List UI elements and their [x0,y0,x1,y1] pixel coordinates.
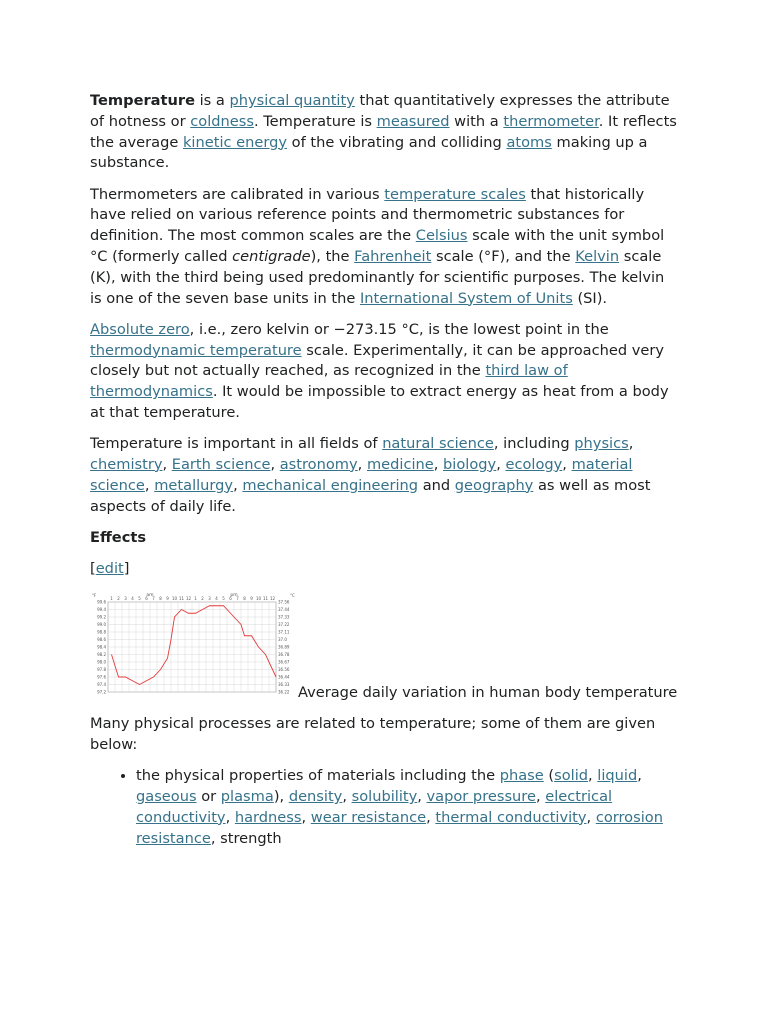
link-phase[interactable]: phase [499,767,544,785]
text: , [535,788,546,806]
text: (SI). [572,289,608,307]
link-earth-science[interactable]: Earth science [171,455,271,473]
link-gaseous[interactable]: gaseous [136,788,197,806]
link-corrosion-resistance[interactable]: corrosion resistance [136,808,663,847]
chart-y-tick-right: 37.0 [278,637,287,643]
text: ), the [310,247,355,265]
chart-hour-label: 12 [269,596,276,602]
bold-term: Temperature [90,92,195,109]
link-measured[interactable]: measured [376,112,450,130]
text: , [562,455,572,473]
chart-y-tick-left: 99.2 [97,614,106,620]
chart-y-tick-right: 36.44 [278,674,290,680]
link-si[interactable]: International System of Units [359,289,573,307]
chart-y-tick-right: 36.56 [278,667,290,673]
link-ecology[interactable]: ecology [505,455,563,473]
text: of the vibrating and colliding [287,133,507,151]
link-biology[interactable]: biology [443,455,497,473]
chart-y-tick-left: 98.8 [97,629,106,635]
chart-hour-label: 7 [152,596,155,602]
chart-y-tick-left: 97.4 [97,682,106,688]
chart-y-tick-left: 98.2 [97,652,106,658]
chart-y-tick-right: 37.44 [278,607,290,613]
chart-y-tick-right: 37.22 [278,622,290,628]
edit-section [90,559,680,580]
chart-hour-label: 6 [145,596,148,602]
text: Temperature is important in all fields of [90,435,383,453]
bracket: [ [90,559,96,577]
figure [90,590,680,704]
link-coldness[interactable]: coldness [190,112,254,130]
intro-paragraph [90,91,680,174]
chart-hour-label: 5 [222,596,225,602]
link-absolute-zero[interactable]: Absolute zero [90,320,190,338]
text: . It would be impossible to extract energy as heat from a body at that temperature. [90,383,669,421]
link-vapor-pressure[interactable]: vapor pressure [426,788,536,806]
temperature-chart[interactable] [90,590,298,697]
text: the physical properties of materials including the [136,767,500,785]
link-third-law[interactable]: third law of thermodynamics [90,362,568,401]
text: Thermometers are calibrated in various [90,185,385,203]
chart-hour-label: 10 [255,596,262,602]
link-thermal-conductivity[interactable]: thermal conductivity [435,808,587,826]
chart-hour-label: 12 [185,596,192,602]
link-wear-resistance[interactable]: wear resistance [310,808,427,826]
chart-y-tick-left: 98.0 [97,659,106,665]
chart-period-label: pm [230,593,238,599]
chart-y-tick-right: 36.89 [278,644,290,650]
link-physics[interactable]: physics [574,435,629,453]
link-geography[interactable]: geography [454,476,534,494]
link-liquid[interactable]: liquid [597,767,638,785]
text: , [417,788,427,806]
link-kinetic-energy[interactable]: kinetic energy [182,133,288,151]
chart-y-tick-right: 36.78 [278,652,290,658]
text: scale. Experimentally, it can be approached very closely but not actually reached, as recognized in the [90,341,664,380]
text: , [301,808,311,826]
text: , [342,788,352,806]
text: , [637,767,642,785]
bracket: ] [123,559,130,577]
link-medicine[interactable]: medicine [366,455,434,473]
link-fahrenheit[interactable]: Fahrenheit [354,247,432,265]
link-atoms[interactable]: atoms [506,133,552,151]
italic-term: centigrade [232,247,311,265]
chart-y-tick-right: 37.33 [278,614,290,620]
text: scale (°F), and the [431,247,576,265]
text: that quantitatively expresses the attribute of hotness or [90,92,670,130]
chart-y-tick-left: 99.0 [97,622,106,628]
text: ( [543,767,555,785]
chart-hour-label: 2 [117,596,120,602]
chart-hour-label: 3 [208,596,211,602]
link-kelvin[interactable]: Kelvin [575,247,620,265]
text: , [628,435,634,453]
text: or [196,788,221,806]
link-celsius[interactable]: Celsius [415,227,468,245]
link-solid[interactable]: solid [554,767,589,785]
link-chemistry[interactable]: chemistry [90,455,163,473]
link-temperature-scales[interactable]: temperature scales [384,185,526,203]
text: , [162,455,172,473]
link-plasma[interactable]: plasma [220,788,274,806]
chart-y-tick-left: 98.6 [97,637,106,643]
link-electrical-conductivity[interactable]: electrical conductivity [136,788,613,826]
text: . It reflects the average [90,112,677,151]
link-thermometer[interactable]: thermometer [503,112,599,130]
link-solubility[interactable]: solubility [351,788,418,806]
text: , [496,455,506,473]
link-thermodynamic-temperature[interactable]: thermodynamic temperature [90,341,302,359]
text: . Temperature is [253,112,377,130]
chart-hour-label: 3 [124,596,127,602]
chart-hour-label: 5 [138,596,141,602]
chart-y-tick-right: 36.67 [278,659,290,665]
text: , strength [210,829,282,847]
chart-y-tick-right: 36.22 [278,689,290,695]
link-hardness[interactable]: hardness [234,808,302,826]
list-item [136,766,680,849]
link-density[interactable]: density [288,788,343,806]
chart-y-tick-right: 37.11 [278,629,290,635]
text: ), [273,788,289,806]
chart-hour-label: 10 [171,596,178,602]
link-mechanical-engineering[interactable]: mechanical engineering [242,476,419,494]
text: , [586,808,596,826]
text: with a [449,112,504,130]
chart-hour-label: 7 [236,596,239,602]
scales-paragraph [90,185,680,310]
chart-y-tick-left: 98.4 [97,644,106,650]
chart-hour-label: 4 [215,596,218,602]
chart-y-tick-left: 97.6 [97,674,106,680]
chart-hour-label: 6 [229,596,232,602]
chart-hour-label: 1 [110,596,113,602]
chart-y-tick-right: 36.33 [278,682,290,688]
link-astronomy[interactable]: astronomy [279,455,358,473]
chart-right-unit: °C [290,593,295,599]
text: that historically have relied on various reference points and thermometric substances for definition. The most common scales are the [90,185,645,245]
chart-y-tick-left: 99.4 [97,607,106,613]
text: scale (K), with the third being used predominantly for scientific purposes. The kelvin is one of the seven base units in the [90,247,665,307]
absolute-zero-paragraph [90,320,680,424]
process-list [90,766,680,849]
figure-caption: Average daily variation in human body temperature [298,684,678,702]
text: making up a substance. [90,133,648,172]
text: is a [194,92,230,109]
text: , [433,455,444,473]
chart-hour-label: 8 [243,596,246,602]
fields-paragraph [90,434,680,517]
chart-y-tick-left: 97.2 [97,689,106,695]
link-natural-science[interactable]: natural science [382,435,494,453]
link-metallurgy[interactable]: metallurgy [154,476,234,494]
list-intro: Many physical processes are related to temperature; some of them are given below: [90,715,656,754]
text: , [426,808,436,826]
chart-period-label: am [146,593,154,599]
chart-y-tick-left: 97.8 [97,667,106,673]
text: , [144,476,155,494]
link-physical-quantity[interactable]: physical quantity [229,92,355,109]
text: , including [493,435,575,453]
chart-hour-label: 9 [250,596,253,602]
section-heading-effects: Effects [90,528,147,546]
article-content [90,91,680,849]
chart-hour-label: 4 [131,596,134,602]
text: , [357,455,367,473]
text: , i.e., zero kelvin or −273.15 °C, is the lowest point in the [189,320,609,338]
chart-hour-label: 1 [194,596,197,602]
chart-hour-label: 9 [166,596,169,602]
text: , [270,455,280,473]
text: scale with the unit symbol °C (formerly called [90,227,665,265]
edit-link[interactable]: edit [95,559,124,577]
text: , [225,808,235,826]
chart-hour-label: 11 [178,596,185,602]
text: , [233,476,243,494]
text: , [588,767,598,785]
text: as well as most aspects of daily life. [90,476,651,515]
chart-hour-label: 8 [159,596,162,602]
chart-hour-label: 11 [262,596,269,602]
chart-y-tick-right: 37.56 [278,599,290,605]
link-material-science[interactable]: material science [90,455,633,494]
chart-hour-label: 2 [201,596,204,602]
chart-y-tick-left: 99.6 [97,599,106,605]
text: and [418,476,455,494]
chart-left-unit: °F [92,593,97,599]
